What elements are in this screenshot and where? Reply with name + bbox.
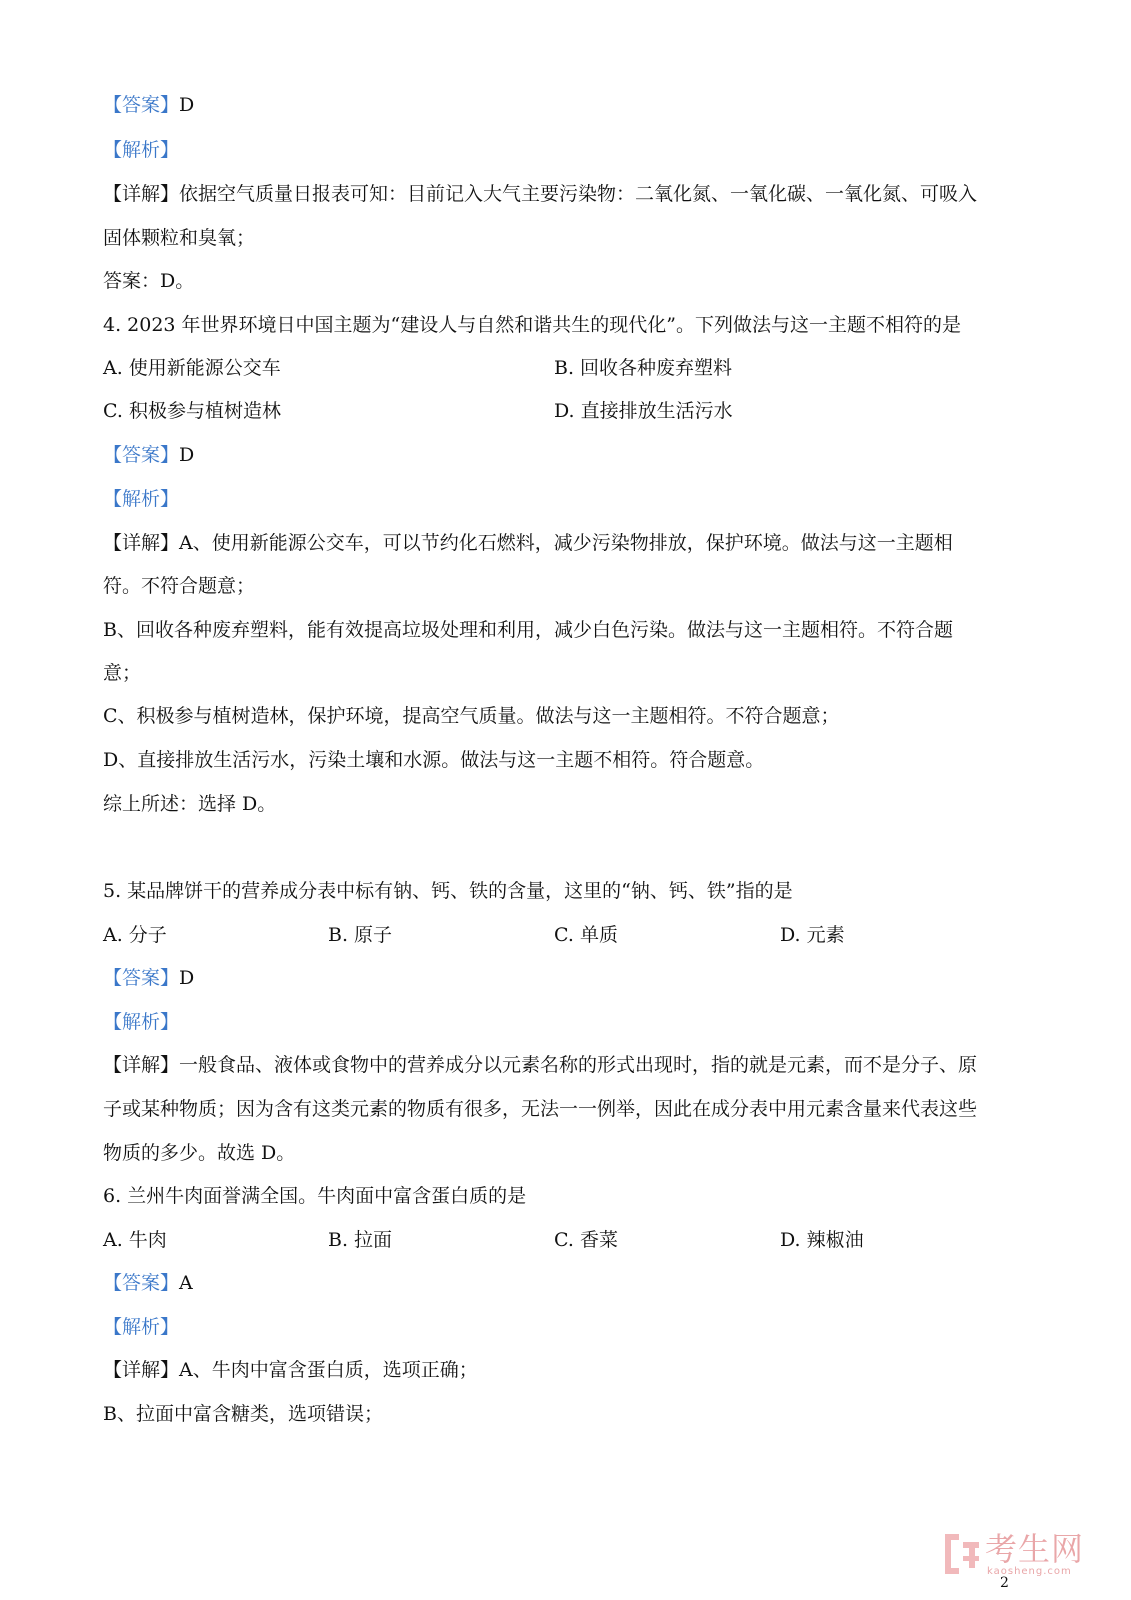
q3-conclusion: 答案：D。 <box>103 270 195 292</box>
q4-detail-line: B、回收各种废弃塑料，能有效提高垃圾处理和利用，减少白色污染。做法与这一主题相符。不符合题 <box>103 619 953 641</box>
q6-option-b: B. 拉面 <box>328 1229 393 1251</box>
q5-stem: 5. 某品牌饼干的营养成分表中标有钠、钙、铁的含量，这里的“钠、钙、铁”指的是 <box>103 880 793 902</box>
q6-option-d: D. 辣椒油 <box>780 1229 864 1251</box>
q4-stem: 4. 2023 年世界环境日中国主题为“建设人与自然和谐共生的现代化”。下列做法与这一主题不相符的是 <box>103 314 961 336</box>
answer-tag: 【答案】 <box>103 444 180 466</box>
q5-option-a: A. 分子 <box>103 924 167 946</box>
q4-detail-line: 【详解】A、使用新能源公交车，可以节约化石燃料，减少污染物排放，保护环境。做法与这一主题相 <box>103 532 953 554</box>
answer-value: D <box>179 94 195 116</box>
q6-option-a: A. 牛肉 <box>103 1229 167 1251</box>
q5-option-c: C. 单质 <box>554 924 618 946</box>
answer-value: D <box>179 967 195 989</box>
answer-value: A <box>179 1272 193 1294</box>
watermark-subtext: kaosheng.com <box>987 1566 1072 1577</box>
q4-analysis-tag: 【解析】 <box>103 488 180 510</box>
q4-detail-line: C、积极参与植树造林，保护环境，提高空气质量。做法与这一主题相符。不符合题意； <box>103 705 840 727</box>
q4-option-b: B. 回收各种废弃塑料 <box>554 357 733 379</box>
watermark-logo <box>945 1530 1095 1580</box>
q4-detail-line: 符。不符合题意； <box>103 575 256 597</box>
q5-analysis-tag: 【解析】 <box>103 1011 180 1033</box>
watermark-text: 考生网 <box>985 1530 1085 1568</box>
answer-tag: 【答案】 <box>103 94 180 116</box>
q5-detail-line: 物质的多少。故选 D。 <box>103 1142 296 1164</box>
q4-answer-line <box>103 442 1028 468</box>
q5-detail-line: 【详解】一般食品、液体或食物中的营养成分以元素名称的形式出现时，指的就是元素，而不是分子、原 <box>103 1054 978 1076</box>
q6-detail-line: B、拉面中富含糖类，选项错误； <box>103 1403 383 1425</box>
q4-detail-line: D、直接排放生活污水，污染土壤和水源。做法与这一主题不相符。符合题意。 <box>103 749 765 771</box>
answer-tag: 【答案】 <box>103 1272 180 1294</box>
q5-option-b: B. 原子 <box>328 924 393 946</box>
q6-analysis-tag: 【解析】 <box>103 1316 180 1338</box>
q5-answer-line <box>103 965 1028 991</box>
q5-option-d: D. 元素 <box>780 924 845 946</box>
answer-value: D <box>179 444 195 466</box>
q6-option-c: C. 香菜 <box>554 1229 618 1251</box>
q5-detail-line: 子或某种物质；因为含有这类元素的物质有很多，无法一一例举，因此在成分表中用元素含量来代表这些 <box>103 1098 978 1120</box>
q6-detail-line: 【详解】A、牛肉中富含蛋白质，选项正确； <box>103 1359 478 1381</box>
q3-detail-line: 固体颗粒和臭氧； <box>103 227 256 249</box>
q4-detail-line: 意； <box>103 662 142 684</box>
answer-tag: 【答案】 <box>103 967 180 989</box>
q4-option-c: C. 积极参与植树造林 <box>103 400 281 422</box>
q3-answer-line <box>103 92 1028 118</box>
watermark-mark-icon <box>945 1534 979 1574</box>
q4-option-d: D. 直接排放生活污水 <box>554 400 733 422</box>
page-number: 2 <box>1000 1575 1009 1591</box>
q3-detail-line: 【详解】依据空气质量日报表可知：目前记入大气主要污染物：二氧化氮、一氧化碳、一氧化氮、可吸入 <box>103 183 978 205</box>
q4-detail-line: 综上所述：选择 D。 <box>103 793 277 815</box>
q4-option-a: A. 使用新能源公交车 <box>103 357 281 379</box>
q3-analysis-tag: 【解析】 <box>103 139 180 161</box>
q6-answer-line <box>103 1270 1028 1296</box>
q6-stem: 6. 兰州牛肉面誉满全国。牛肉面中富含蛋白质的是 <box>103 1185 527 1207</box>
